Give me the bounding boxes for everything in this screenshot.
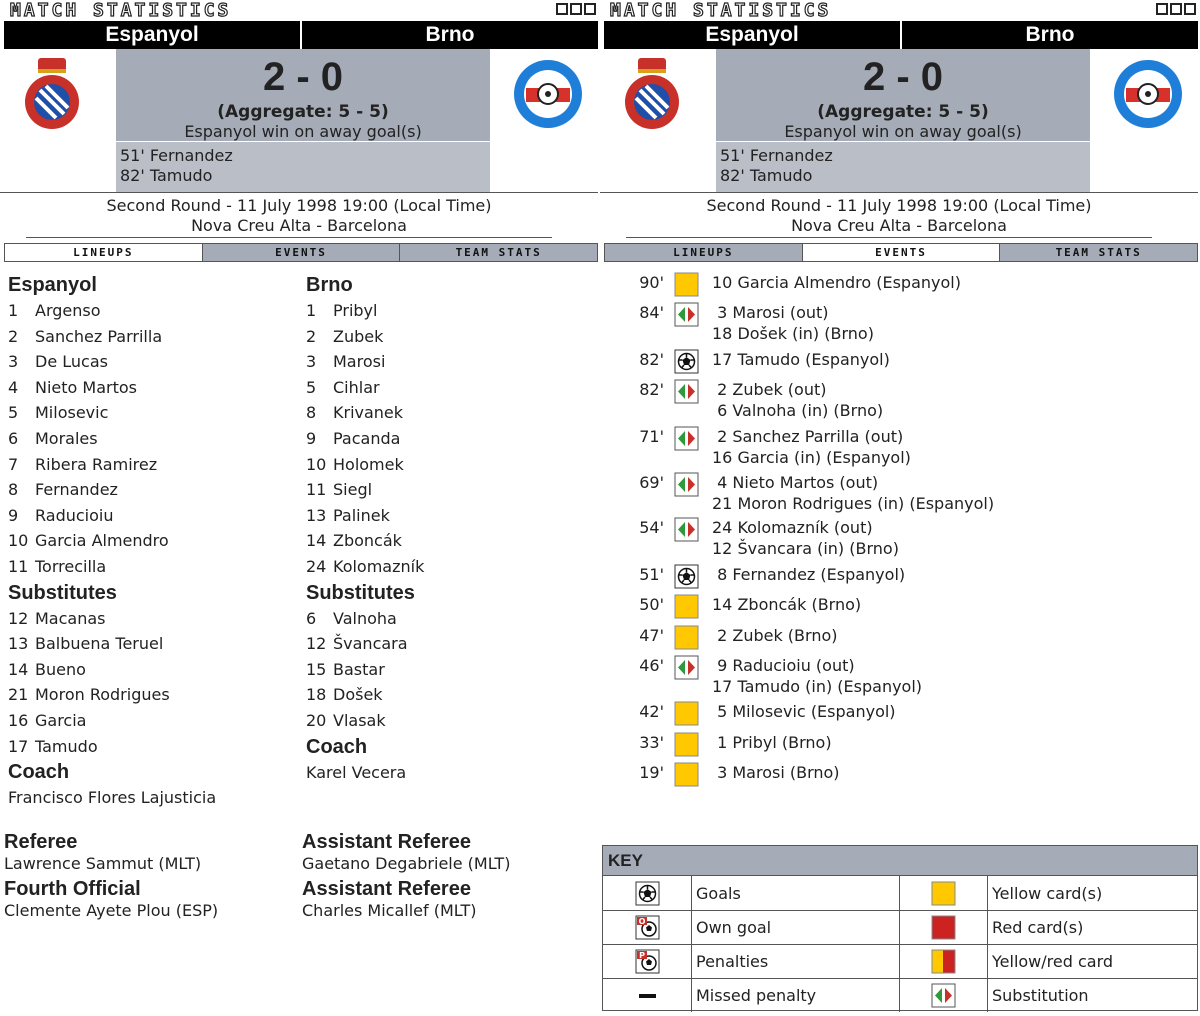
player-name: Nieto Martos — [35, 377, 137, 397]
player-name: De Lucas — [35, 352, 108, 372]
match-info — [0, 192, 598, 238]
event-minute: 51' — [639, 565, 664, 584]
substitution-icon — [674, 379, 699, 404]
player-number: 24 — [306, 556, 327, 576]
scorers — [116, 142, 490, 192]
player-number: 7 — [8, 454, 19, 474]
goal-icon — [635, 881, 660, 906]
key-label: Penalties — [691, 945, 899, 978]
scorer: 51' Fernandez — [720, 146, 833, 165]
player-number: 14 — [8, 659, 29, 679]
player-number: 6 — [8, 428, 19, 448]
player-row — [8, 606, 216, 632]
substitution-icon — [931, 983, 956, 1008]
player-name: Siegl — [333, 480, 373, 500]
player-row — [306, 631, 424, 657]
team-header — [604, 21, 1198, 49]
player-number: 10 — [8, 531, 29, 551]
player-number: 13 — [306, 505, 327, 525]
player-row — [306, 682, 424, 708]
player-name: Krivanek — [333, 403, 404, 423]
player-row — [306, 375, 424, 401]
yellow-card-icon — [674, 732, 699, 757]
aggregate-note: Espanyol win on away goal(s) — [784, 122, 1022, 141]
key-row — [603, 944, 1197, 978]
key-row — [603, 876, 1197, 910]
home-lineup-team: Espanyol — [8, 274, 97, 296]
player-row — [8, 631, 216, 657]
tab-lineups[interactable]: LINEUPS — [605, 244, 802, 261]
event-line: 18 Došek (in) (Brno) — [712, 323, 874, 343]
event-minute: 90' — [639, 273, 664, 292]
player-name: Morales — [35, 428, 98, 448]
red-card-icon — [931, 915, 956, 940]
player-row — [8, 657, 216, 683]
player-name: Marosi — [333, 352, 386, 372]
yellow-card-icon — [674, 272, 699, 297]
yellow-card-icon — [674, 625, 699, 650]
event-line: 3 Marosi (Brno) — [712, 763, 840, 782]
official-name: Gaetano Degabriele (MLT) — [302, 854, 511, 873]
key-icon-cell — [603, 945, 691, 978]
key-label: Red card(s) — [987, 911, 1195, 944]
away-lineup-team: Brno — [306, 274, 353, 296]
svg-text:O: O — [638, 917, 645, 926]
away-team-name: Brno — [425, 23, 475, 46]
player-row — [306, 657, 424, 683]
svg-text:P: P — [638, 951, 645, 960]
event-minute: 82' — [639, 380, 664, 399]
event-text — [712, 702, 896, 723]
key-row — [603, 978, 1197, 1012]
event-line: 14 Zboncák (Brno) — [712, 595, 862, 614]
event-line: 8 Fernandez (Espanyol) — [712, 565, 906, 584]
player-row — [8, 528, 216, 554]
player-number: 8 — [8, 480, 19, 500]
player-name: Tamudo — [35, 736, 98, 756]
tab-bar — [604, 243, 1198, 262]
event-line: 17 Tamudo (in) (Espanyol) — [712, 676, 923, 696]
home-coach: Francisco Flores Lajusticia — [8, 788, 217, 808]
event-line: 2 Sanchez Parrilla (out) — [712, 427, 904, 446]
substitution-icon — [674, 472, 699, 497]
scorer: 82' Tamudo — [720, 166, 813, 185]
key-label: Substitution — [987, 979, 1195, 1012]
event-text — [712, 733, 832, 754]
match-statistics-panel-left — [0, 0, 598, 1016]
event-text — [712, 518, 899, 559]
event-text — [712, 273, 961, 294]
player-name: Torrecilla — [35, 556, 107, 576]
event-minute: 71' — [639, 427, 664, 446]
player-number: 17 — [8, 736, 29, 756]
player-number: 1 — [8, 301, 19, 320]
match-round-date: Second Round - 11 July 1998 19:00 (Local Time) — [706, 196, 1092, 215]
missed-penalty-icon — [635, 983, 660, 1008]
player-row — [8, 477, 216, 503]
event-text — [712, 303, 874, 344]
key-label: Yellow card(s) — [987, 876, 1195, 910]
player-name: Holomek — [333, 454, 404, 474]
match-round-date: Second Round - 11 July 1998 19:00 (Local Time) — [106, 196, 492, 215]
key-icon-cell — [899, 911, 987, 944]
player-name: Bueno — [35, 659, 86, 679]
player-row — [306, 554, 424, 580]
score: 2 - 0 — [262, 55, 344, 99]
tab-team-stats[interactable]: TEAM STATS — [999, 244, 1197, 261]
key-icon-cell — [603, 979, 691, 1012]
player-number: 18 — [306, 685, 327, 705]
player-number: 14 — [306, 531, 327, 551]
event-text — [712, 380, 883, 421]
player-name: Pribyl — [333, 301, 378, 320]
window-button[interactable] — [1184, 3, 1196, 15]
player-number: 12 — [8, 608, 29, 628]
scorers — [716, 142, 1090, 192]
window-button[interactable] — [570, 3, 582, 15]
player-name: Moron Rodrigues — [35, 685, 170, 705]
espanyol-crest-icon — [616, 58, 688, 130]
player-number: 9 — [8, 505, 19, 525]
player-name: Zubek — [333, 326, 384, 346]
event-line: 16 Garcia (in) (Espanyol) — [712, 447, 911, 467]
goal-icon — [674, 349, 699, 374]
espanyol-crest-icon — [16, 58, 88, 130]
event-line: 24 Kolomazník (out) — [712, 518, 873, 537]
key-label: Missed penalty — [691, 979, 899, 1012]
key-icon-cell — [603, 911, 691, 944]
event-line: 12 Švancara (in) (Brno) — [712, 538, 899, 558]
player-row — [306, 606, 424, 632]
player-row — [306, 708, 424, 734]
event-line: 5 Milosevic (Espanyol) — [712, 702, 896, 721]
player-row — [306, 349, 424, 375]
event-line: 17 Tamudo (Espanyol) — [712, 350, 890, 369]
home-team-name: Espanyol — [604, 21, 902, 49]
player-row — [8, 708, 216, 734]
player-name: Pacanda — [333, 428, 401, 448]
event-line: 2 Zubek (Brno) — [712, 626, 838, 645]
event-text — [712, 473, 994, 514]
player-row — [306, 477, 424, 503]
event-line: 2 Zubek (out) — [712, 380, 827, 399]
scorer: 51' Fernandez — [120, 146, 233, 165]
player-name: Kolomazník — [333, 556, 425, 576]
player-name: Zboncák — [333, 531, 402, 551]
event-line: 10 Garcia Almendro (Espanyol) — [712, 273, 961, 292]
player-number: 11 — [8, 556, 29, 576]
player-name: Bastar — [333, 659, 385, 679]
window-controls — [556, 3, 596, 15]
officials-left — [4, 830, 218, 924]
event-line: 21 Moron Rodrigues (in) (Espanyol) — [712, 493, 995, 513]
player-row — [8, 400, 216, 426]
player-row — [306, 400, 424, 426]
match-venue: Nova Creu Alta - Barcelona — [191, 216, 407, 235]
player-number: 21 — [8, 685, 29, 705]
player-number: 4 — [8, 377, 19, 397]
event-minute: 69' — [639, 473, 664, 492]
player-number: 20 — [306, 710, 327, 730]
own-goal-icon — [635, 915, 660, 940]
player-row — [8, 324, 216, 350]
team-header — [4, 21, 598, 49]
player-name: Garcia Almendro — [35, 531, 169, 551]
event-text — [712, 595, 861, 616]
match-venue: Nova Creu Alta - Barcelona — [791, 216, 1007, 235]
key-icon-cell — [899, 979, 987, 1012]
tab-bar — [4, 243, 598, 262]
player-row — [306, 452, 424, 478]
home-subs-heading: Substitutes — [8, 581, 117, 604]
player-number: 16 — [8, 710, 29, 730]
yellow-card-icon — [931, 881, 956, 906]
key-label: Yellow/red card — [987, 945, 1195, 978]
window-button[interactable] — [556, 3, 568, 15]
brno-crest-icon — [512, 58, 584, 130]
event-minute: 42' — [639, 702, 664, 721]
player-row — [8, 554, 216, 580]
player-number: 10 — [306, 454, 327, 474]
aggregate-score: (Aggregate: 5 - 5) — [217, 102, 389, 122]
event-text — [712, 626, 838, 647]
player-name: Švancara — [333, 634, 408, 654]
player-name: Milosevic — [35, 403, 109, 423]
official-role: Fourth Official — [4, 878, 141, 900]
event-minute: 19' — [639, 763, 664, 782]
player-name: Valnoha — [333, 608, 397, 628]
player-number: 2 — [8, 326, 19, 346]
tab-lineups[interactable]: LINEUPS — [5, 244, 202, 261]
player-name: Palinek — [333, 505, 390, 525]
match-statistics-panel-right — [600, 0, 1198, 1016]
player-name: Balbuena Teruel — [35, 634, 164, 654]
aggregate-note: Espanyol win on away goal(s) — [184, 122, 422, 141]
event-minute: 46' — [639, 656, 664, 675]
key-icon-cell — [603, 876, 691, 910]
match-info — [600, 192, 1198, 238]
event-line: 6 Valnoha (in) (Brno) — [712, 400, 884, 420]
event-minute: 54' — [639, 518, 664, 537]
player-name: Fernandez — [35, 480, 118, 500]
player-number: 13 — [8, 634, 29, 654]
player-name: Vlasak — [333, 710, 386, 730]
event-minute: 50' — [639, 595, 664, 614]
substitution-icon — [674, 426, 699, 451]
substitution-icon — [674, 302, 699, 327]
player-name: Ribera Ramirez — [35, 454, 158, 474]
window-button[interactable] — [1156, 3, 1168, 15]
player-row — [8, 682, 216, 708]
aggregate-score: (Aggregate: 5 - 5) — [817, 102, 989, 122]
away-coach-heading: Coach — [306, 735, 368, 758]
scorer: 82' Tamudo — [120, 166, 213, 185]
score-box — [716, 49, 1090, 141]
away-subs-heading: Substitutes — [306, 581, 415, 604]
away-team-name: Brno — [1025, 23, 1075, 46]
player-name: Macanas — [35, 608, 106, 628]
key-title: KEY — [603, 846, 1197, 876]
player-row — [306, 324, 424, 350]
yellow-card-icon — [674, 762, 699, 787]
player-number: 9 — [306, 428, 317, 448]
official-role: Referee — [4, 831, 78, 853]
player-number: 5 — [306, 377, 317, 397]
player-number: 8 — [306, 403, 317, 423]
yellow-red-card-icon — [931, 949, 956, 974]
official-role: Assistant Referee — [302, 831, 471, 853]
window-button[interactable] — [584, 3, 596, 15]
tab-team-stats[interactable]: TEAM STATS — [399, 244, 597, 261]
player-row — [306, 503, 424, 529]
player-number: 6 — [306, 608, 317, 628]
event-text — [712, 656, 922, 697]
official-name: Charles Micallef (MLT) — [302, 901, 477, 920]
goal-icon — [674, 564, 699, 589]
home-lineup — [8, 272, 216, 811]
home-team-name: Espanyol — [4, 21, 302, 49]
penalty-icon — [635, 949, 660, 974]
event-text — [712, 350, 890, 371]
player-name: Sanchez Parrilla — [35, 326, 163, 346]
player-row — [8, 298, 216, 324]
player-name: Argenso — [35, 301, 101, 320]
substitution-icon — [674, 655, 699, 680]
away-lineup — [306, 272, 424, 785]
player-row — [8, 503, 216, 529]
player-number: 3 — [306, 352, 317, 372]
key-icon-cell — [899, 876, 987, 910]
panel-title: MATCH STATISTICS — [10, 0, 232, 21]
player-name: Raducioiu — [35, 505, 114, 525]
home-coach-heading: Coach — [8, 761, 70, 784]
player-row — [306, 528, 424, 554]
player-number: 3 — [8, 352, 19, 372]
panel-title: MATCH STATISTICS — [610, 0, 832, 21]
player-name: Garcia — [35, 710, 87, 730]
player-row — [8, 426, 216, 452]
event-minute: 84' — [639, 303, 664, 322]
player-row — [8, 452, 216, 478]
key-icon-cell — [899, 945, 987, 978]
yellow-card-icon — [674, 594, 699, 619]
event-minute: 82' — [639, 350, 664, 369]
score: 2 - 0 — [862, 55, 944, 99]
event-line: 9 Raducioiu (out) — [712, 656, 855, 675]
official-name: Lawrence Sammut (MLT) — [4, 854, 202, 873]
player-number: 15 — [306, 659, 327, 679]
official-role: Assistant Referee — [302, 878, 471, 900]
official-name: Clemente Ayete Plou (ESP) — [4, 901, 219, 920]
player-row — [8, 734, 216, 760]
tab-events[interactable]: EVENTS — [202, 244, 400, 261]
event-line: 3 Marosi (out) — [712, 303, 829, 322]
away-coach: Karel Vecera — [306, 762, 407, 782]
score-box — [116, 49, 490, 141]
event-text — [712, 565, 905, 586]
player-number: 12 — [306, 634, 327, 654]
event-text — [712, 427, 911, 468]
brno-crest-icon — [1112, 58, 1184, 130]
event-minute: 47' — [639, 626, 664, 645]
player-number: 2 — [306, 326, 317, 346]
key-label: Own goal — [691, 911, 899, 944]
player-name: Došek — [333, 685, 383, 705]
window-controls — [1156, 3, 1196, 15]
player-row — [306, 426, 424, 452]
player-number: 5 — [8, 403, 19, 423]
key-legend — [602, 845, 1198, 1011]
officials-right — [302, 830, 510, 924]
event-text — [712, 763, 840, 784]
tab-events[interactable]: EVENTS — [802, 244, 1000, 261]
event-line: 1 Pribyl (Brno) — [712, 733, 832, 752]
substitution-icon — [674, 517, 699, 542]
player-number: 11 — [306, 480, 327, 500]
yellow-card-icon — [674, 701, 699, 726]
window-button[interactable] — [1170, 3, 1182, 15]
player-row — [306, 298, 424, 324]
player-name: Cihlar — [333, 377, 380, 397]
key-row — [603, 910, 1197, 944]
player-row — [8, 375, 216, 401]
event-line: 4 Nieto Martos (out) — [712, 473, 879, 492]
key-label: Goals — [691, 876, 899, 910]
player-row — [8, 349, 216, 375]
player-number: 1 — [306, 301, 317, 320]
event-minute: 33' — [639, 733, 664, 752]
